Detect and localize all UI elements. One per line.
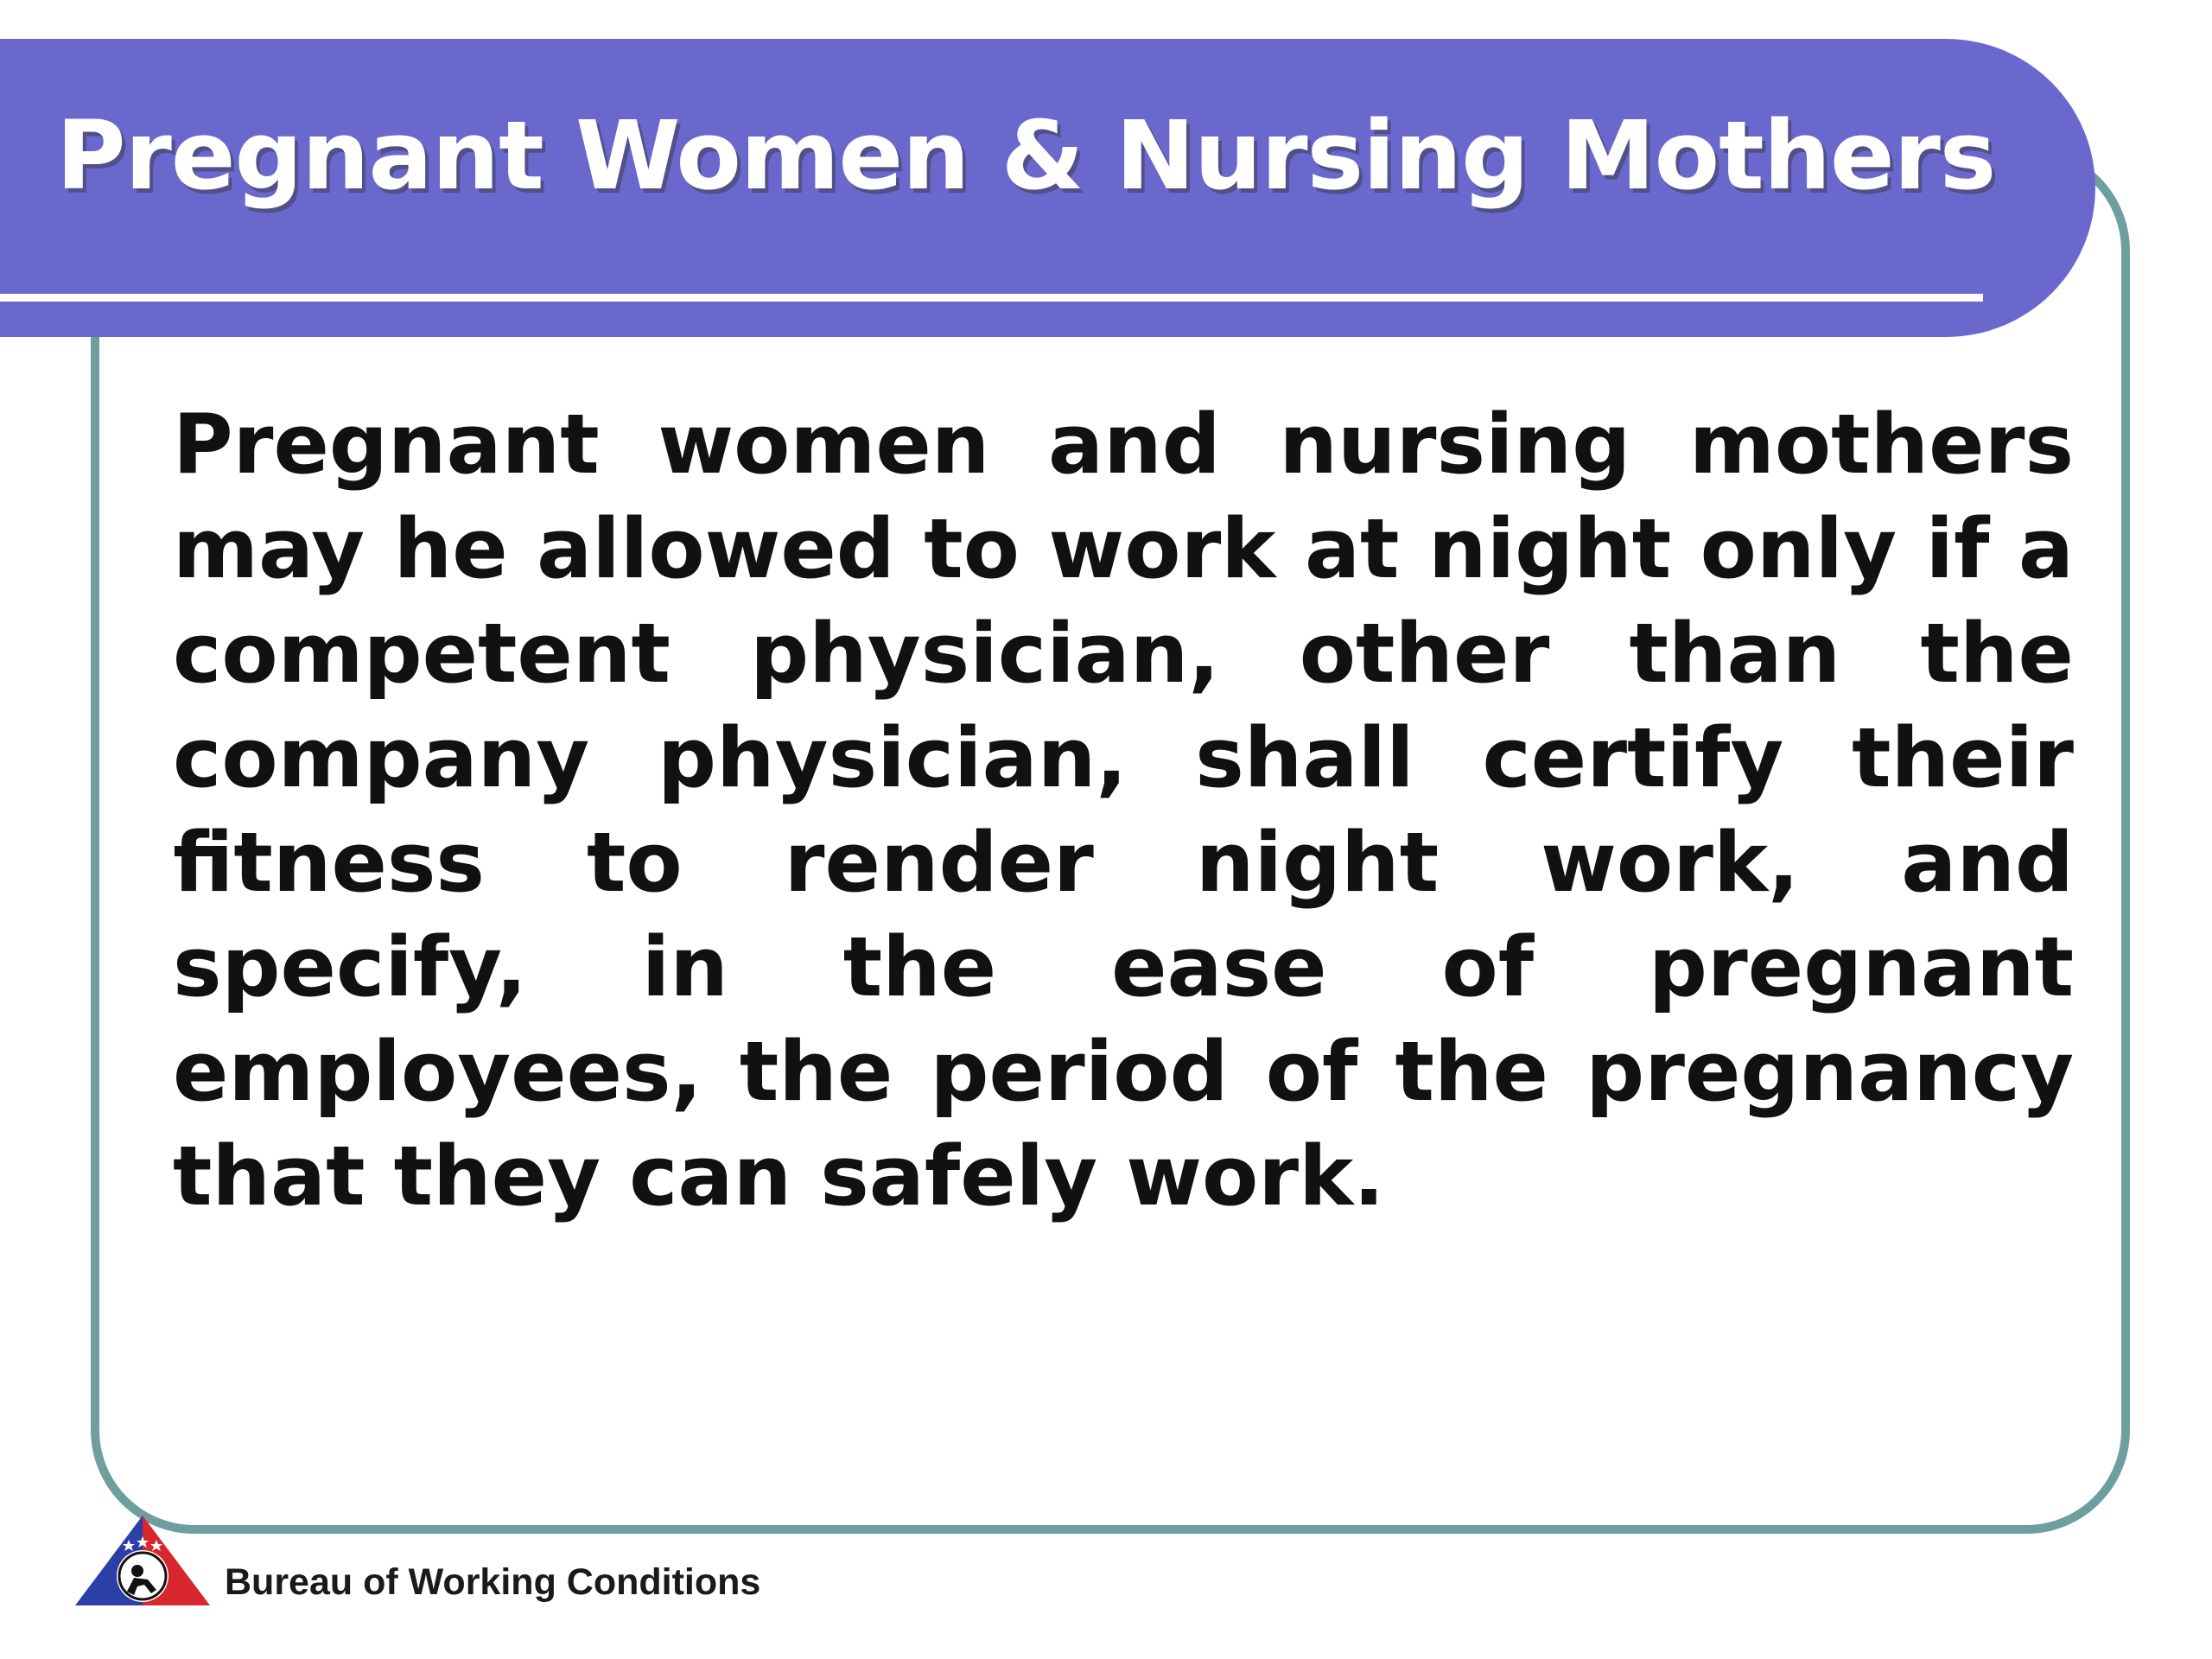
bwc-logo-icon — [73, 1512, 212, 1609]
footer-organization-name: Bureau of Working Conditions — [225, 1561, 761, 1603]
title-divider — [0, 294, 1983, 302]
slide-title: Pregnant Women & Nursing Mothers — [56, 100, 1996, 211]
body-paragraph: Pregnant women and nursing mothers may he allowed to work at night only if a competent physician, other than the company physician, shall certify their fitness to render night work, and specify, in the ease of pregnant employees, the period of the pregnancy that they can safely work. — [173, 397, 2074, 1224]
